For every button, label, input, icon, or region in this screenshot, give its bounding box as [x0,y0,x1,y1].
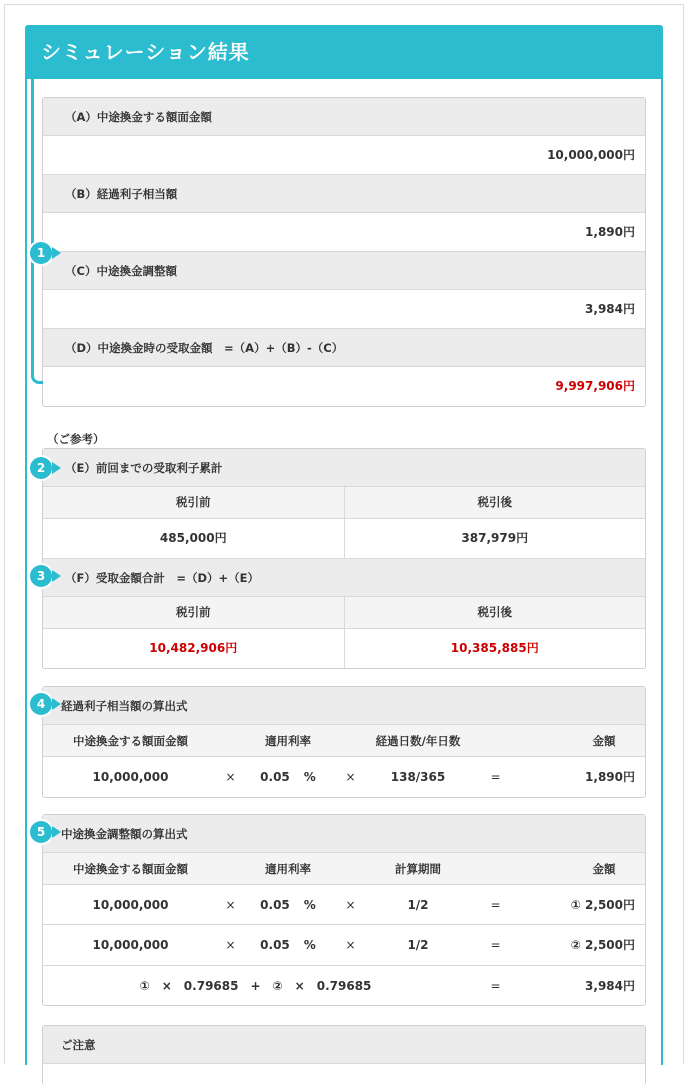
multiply-sign: × [345,770,356,784]
sum-amount: 3,984円 [585,979,635,993]
e-post-value: 387,979円 [461,531,529,545]
number-badge-3: 3 [30,565,52,587]
multiply-sign: × [225,898,236,912]
interest-formula-row [43,757,645,797]
notice-box [42,1025,646,1085]
summary-box [42,97,646,407]
adjustment-row-2 [43,925,645,965]
e-header-row [43,487,645,519]
rate-value: 0.05 % [260,938,316,952]
col-rate: 適用利率 [265,862,311,876]
equals-sign: = [490,938,501,952]
f-pre-value: 10,482,906円 [43,629,345,668]
face-value: 10,000,000 [92,938,169,952]
simulation-result-panel [25,25,663,1065]
value-b: 1,890円 [43,213,645,252]
reference-box [42,448,646,669]
col-face: 中途換金する額面金額 [73,734,188,748]
number-badge-2: 2 [30,457,52,479]
adjustment-row-1 [43,885,645,925]
col-rate: 適用利率 [265,734,311,748]
e-pre-value: 485,000円 [43,519,345,558]
panel-title: シミュレーション結果 [27,27,661,79]
multiply-sign: × [225,938,236,952]
f-col-post: 税引後 [345,597,646,628]
col-days: 経過日数/年日数 [375,734,461,748]
adjustment-formula-box [42,814,646,1006]
f-post-value: 10,385,885円 [450,641,539,655]
adjustment-formula-header [43,853,645,885]
rate-value: 0.05 % [260,770,316,784]
label-d: （D）中途換金時の受取金額 =（A）+（B）-（C） [43,329,645,367]
col-amount: 金額 [592,734,616,748]
number-badge-4: 4 [30,693,52,715]
amount-value: ② 2,500円 [570,938,635,952]
label-b: （B）経過利子相当額 [43,175,645,213]
e-col-pre: 税引前 [43,487,345,518]
amount-value: 1,890円 [585,770,635,784]
notice-title: ご注意 [43,1026,645,1064]
amount-value: ① 2,500円 [570,898,635,912]
adjustment-sum-row [43,965,645,1005]
multiply-sign: × [345,898,356,912]
interest-formula-title: 経過利子相当額の算出式 [43,687,645,725]
multiply-sign: × [345,938,356,952]
multiply-sign: × [225,770,236,784]
summary-bracket [31,68,43,384]
equals-sign: = [490,770,501,784]
reference-note: （ご参考） [47,432,105,446]
value-a: 10,000,000円 [43,136,645,175]
days-value: 138/365 [390,770,446,784]
period-value: 1/2 [407,898,429,912]
f-header-row [43,597,645,629]
label-f: （F）受取金額合計 =（D）+（E） [43,559,645,597]
interest-formula-header [43,725,645,757]
f-value-row [43,629,645,668]
col-face: 中途換金する額面金額 [73,862,188,876]
face-value: 10,000,000 [92,770,169,784]
period-value: 1/2 [407,938,429,952]
face-value: 10,000,000 [92,898,169,912]
value-c: 3,984円 [43,290,645,329]
value-d: 9,997,906円 [555,379,635,393]
number-badge-5: 5 [30,821,52,843]
rate-value: 0.05 % [260,898,316,912]
equals-sign: = [490,979,501,993]
label-a: （A）中途換金する額面金額 [43,98,645,136]
interest-formula-box [42,686,646,798]
label-e: （E）前回までの受取利子累計 [43,449,645,487]
f-col-pre: 税引前 [43,597,345,628]
equals-sign: = [490,898,501,912]
col-period: 計算期間 [395,862,441,876]
e-col-post: 税引後 [345,487,646,518]
label-c: （C）中途換金調整額 [43,252,645,290]
adjustment-formula-title: 中途換金調整額の算出式 [43,815,645,853]
e-value-row [43,519,645,559]
sum-expression: ① × 0.79685 + ② × 0.79685 [139,979,372,993]
number-badge-1: 1 [30,242,52,264]
col-amount: 金額 [592,862,616,876]
